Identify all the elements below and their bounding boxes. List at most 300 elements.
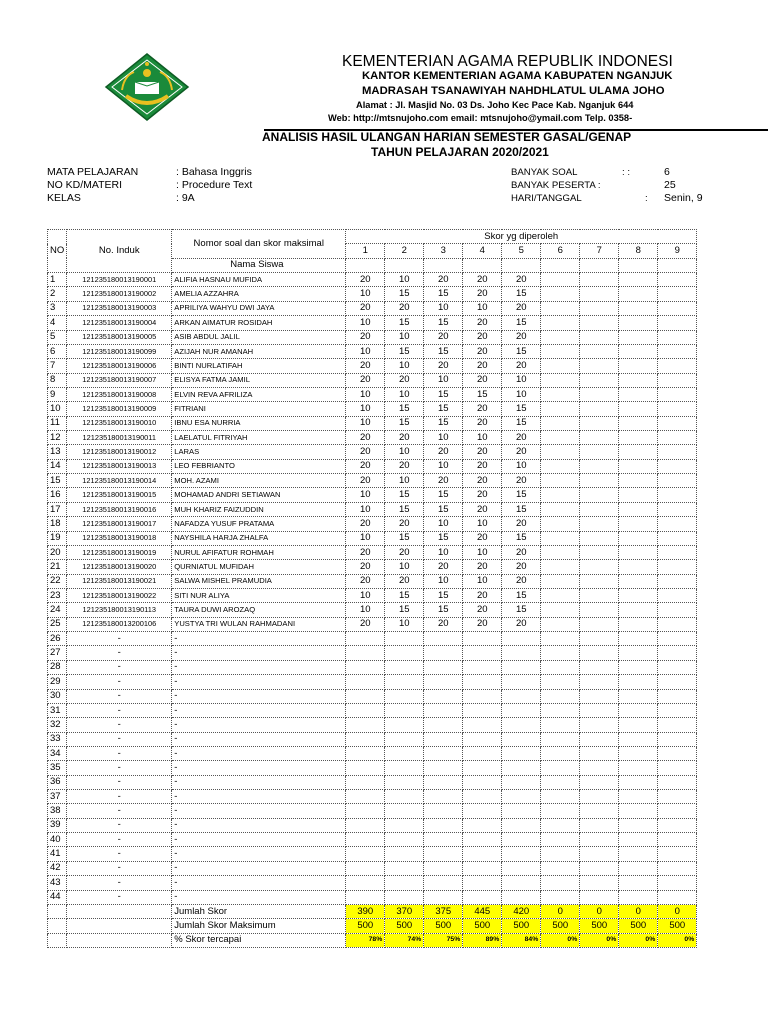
empty-cell (619, 660, 658, 674)
empty-cell (580, 344, 619, 358)
student-name: - (172, 718, 346, 732)
table-row (48, 588, 697, 602)
score-cell: 15 (424, 488, 463, 502)
score-cell: 10 (424, 373, 463, 387)
empty-cell (541, 560, 580, 574)
row-number: 3 (48, 301, 67, 315)
empty-cell (463, 660, 502, 674)
empty-cell (658, 273, 697, 287)
table-row (48, 617, 697, 631)
empty-cell (658, 746, 697, 760)
empty-cell (580, 703, 619, 717)
empty-cell (424, 761, 463, 775)
kemenag-emblem-icon (104, 52, 190, 122)
empty-cell (580, 761, 619, 775)
score-cell: 10 (385, 330, 424, 344)
student-id: - (67, 890, 172, 904)
score-cell: 20 (463, 474, 502, 488)
table-row (48, 560, 697, 574)
empty-cell (658, 387, 697, 401)
table-row (48, 330, 697, 344)
score-cell: 20 (463, 416, 502, 430)
empty-cell (619, 273, 658, 287)
score-cell: 10 (346, 344, 385, 358)
empty-cell (463, 847, 502, 861)
score-cell: 10 (463, 301, 502, 315)
score-cell: 20 (385, 301, 424, 315)
summary-label: Jumlah Skor Maksimum (172, 919, 346, 933)
empty-cell (658, 359, 697, 373)
student-id: 121235180013190006 (67, 359, 172, 373)
empty-cell (580, 790, 619, 804)
report-title: ANALISIS HASIL ULANGAN HARIAN SEMESTER GASAL/GENAP (262, 130, 632, 144)
question-number: 6 (541, 244, 580, 258)
score-cell: 10 (424, 431, 463, 445)
row-number: 23 (48, 588, 67, 602)
report-subtitle: TAHUN PELAJARAN 2020/2021 (371, 145, 549, 159)
score-cell: 20 (502, 574, 541, 588)
score-cell: 20 (346, 373, 385, 387)
score-cell: 20 (463, 316, 502, 330)
row-number: 5 (48, 330, 67, 344)
row-number: 42 (48, 861, 67, 875)
score-cell: 20 (463, 445, 502, 459)
table-row (48, 675, 697, 689)
empty-cell (580, 632, 619, 646)
kd-label: NO KD/MATERI (47, 179, 123, 191)
student-name: - (172, 732, 346, 746)
student-id: - (67, 761, 172, 775)
empty-cell (658, 617, 697, 631)
empty-cell (67, 933, 172, 947)
max-score-row (48, 919, 697, 933)
student-id: 121235180013190022 (67, 588, 172, 602)
empty-cell (580, 890, 619, 904)
empty-cell (541, 373, 580, 387)
score-cell: 15 (385, 416, 424, 430)
class-value: : 9A (176, 192, 195, 204)
score-cell: 15 (424, 344, 463, 358)
row-number: 41 (48, 847, 67, 861)
empty-cell (541, 316, 580, 330)
table-row (48, 273, 697, 287)
empty-cell (619, 287, 658, 301)
summary-value: 500 (463, 919, 502, 933)
score-cell: 20 (502, 431, 541, 445)
empty-cell (619, 387, 658, 401)
empty-cell (48, 933, 67, 947)
student-name: - (172, 876, 346, 890)
empty-cell (619, 258, 658, 272)
student-name: AZIJAH NUR AMANAH (172, 344, 346, 358)
empty-cell (658, 876, 697, 890)
score-cell: 15 (502, 416, 541, 430)
score-cell: 15 (502, 316, 541, 330)
score-cell: 20 (502, 545, 541, 559)
score-cell: 15 (502, 287, 541, 301)
score-cell: 20 (463, 560, 502, 574)
table-row (48, 545, 697, 559)
student-id: 121235180013190012 (67, 445, 172, 459)
score-cell: 10 (502, 387, 541, 401)
row-number: 18 (48, 517, 67, 531)
empty-cell (619, 344, 658, 358)
score-cell: 15 (424, 588, 463, 602)
table-row (48, 890, 697, 904)
empty-cell (658, 646, 697, 660)
score-cell: 20 (346, 560, 385, 574)
empty-cell (580, 445, 619, 459)
empty-cell (541, 861, 580, 875)
row-number: 38 (48, 804, 67, 818)
empty-cell (658, 545, 697, 559)
empty-cell (541, 517, 580, 531)
score-cell: 15 (463, 387, 502, 401)
row-number: 8 (48, 373, 67, 387)
score-cell: 15 (424, 316, 463, 330)
empty-cell (580, 617, 619, 631)
student-name: - (172, 818, 346, 832)
empty-cell (385, 818, 424, 832)
empty-cell (346, 646, 385, 660)
empty-cell (541, 833, 580, 847)
empty-cell (580, 861, 619, 875)
row-number: 13 (48, 445, 67, 459)
empty-cell (463, 746, 502, 760)
score-cell: 20 (346, 445, 385, 459)
empty-cell (502, 258, 541, 272)
student-name: - (172, 746, 346, 760)
empty-cell (580, 517, 619, 531)
student-name: - (172, 632, 346, 646)
student-name: LEO FEBRIANTO (172, 459, 346, 473)
row-number: 9 (48, 387, 67, 401)
empty-cell (658, 833, 697, 847)
empty-cell (619, 488, 658, 502)
summary-value: 370 (385, 904, 424, 918)
soal-header: Nomor soal dan skor maksimal (172, 230, 346, 259)
score-cell: 10 (346, 416, 385, 430)
student-id: 121235180013190009 (67, 402, 172, 416)
empty-cell (658, 373, 697, 387)
score-cell: 20 (385, 545, 424, 559)
score-cell: 10 (346, 316, 385, 330)
score-cell: 20 (502, 273, 541, 287)
empty-cell (346, 660, 385, 674)
empty-cell (619, 402, 658, 416)
table-row (48, 646, 697, 660)
table-row (48, 603, 697, 617)
subject-label: MATA PELAJARAN (47, 166, 139, 178)
empty-cell (619, 689, 658, 703)
score-cell: 20 (463, 344, 502, 358)
row-number: 17 (48, 502, 67, 516)
empty-cell (658, 517, 697, 531)
empty-cell (385, 660, 424, 674)
empty-cell (424, 790, 463, 804)
student-name: - (172, 790, 346, 804)
empty-cell (580, 502, 619, 516)
student-id: - (67, 818, 172, 832)
percent-score-row (48, 933, 697, 947)
empty-cell (580, 588, 619, 602)
empty-cell (619, 775, 658, 789)
empty-cell (346, 818, 385, 832)
empty-cell (346, 761, 385, 775)
empty-cell (424, 818, 463, 832)
summary-value: 500 (424, 919, 463, 933)
score-cell: 15 (385, 488, 424, 502)
empty-cell (619, 617, 658, 631)
score-cell: 10 (346, 387, 385, 401)
score-cell: 10 (346, 488, 385, 502)
table-row (48, 876, 697, 890)
empty-cell (619, 632, 658, 646)
table-row (48, 502, 697, 516)
table-row (48, 431, 697, 445)
empty-cell (502, 818, 541, 832)
row-number: 25 (48, 617, 67, 631)
student-id: - (67, 804, 172, 818)
school-name: MADRASAH TSANAWIYAH NAHDHLATUL ULAMA JOHO (362, 85, 665, 97)
score-cell: 20 (463, 488, 502, 502)
empty-cell (580, 258, 619, 272)
student-id: 121235180013190017 (67, 517, 172, 531)
row-number: 30 (48, 689, 67, 703)
score-cell: 15 (385, 402, 424, 416)
empty-cell (541, 646, 580, 660)
score-cell: 20 (463, 588, 502, 602)
score-cell: 15 (385, 531, 424, 545)
empty-cell (346, 703, 385, 717)
student-name: YUSTYA TRI WULAN RAHMADANI (172, 617, 346, 631)
empty-cell (658, 861, 697, 875)
student-name: FITRIANI (172, 402, 346, 416)
empty-cell (658, 474, 697, 488)
empty-cell (346, 689, 385, 703)
student-name: SITI NUR ALIYA (172, 588, 346, 602)
empty-cell (424, 258, 463, 272)
empty-cell (463, 675, 502, 689)
score-cell: 20 (385, 431, 424, 445)
table-row (48, 861, 697, 875)
student-id: - (67, 689, 172, 703)
empty-cell (67, 904, 172, 918)
empty-cell (619, 359, 658, 373)
row-number: 31 (48, 703, 67, 717)
student-id: - (67, 718, 172, 732)
empty-cell (541, 876, 580, 890)
empty-cell (502, 861, 541, 875)
empty-cell (541, 804, 580, 818)
empty-cell (619, 603, 658, 617)
empty-cell (580, 574, 619, 588)
table-row (48, 402, 697, 416)
empty-cell (619, 804, 658, 818)
student-id: - (67, 646, 172, 660)
student-name: QURNIATUL MUFIDAH (172, 560, 346, 574)
row-number: 40 (48, 833, 67, 847)
empty-cell (658, 502, 697, 516)
row-number: 35 (48, 761, 67, 775)
empty-cell (385, 861, 424, 875)
summary-value: 0 (619, 904, 658, 918)
empty-cell (619, 459, 658, 473)
empty-cell (346, 833, 385, 847)
empty-cell (385, 689, 424, 703)
empty-cell (48, 919, 67, 933)
empty-cell (385, 761, 424, 775)
score-cell: 20 (463, 617, 502, 631)
empty-cell (658, 459, 697, 473)
empty-cell (502, 876, 541, 890)
empty-cell (541, 847, 580, 861)
student-name: - (172, 761, 346, 775)
empty-cell (619, 675, 658, 689)
empty-cell (619, 545, 658, 559)
row-number: 11 (48, 416, 67, 430)
empty-cell (580, 732, 619, 746)
student-name: LAELATUL FITRIYAH (172, 431, 346, 445)
score-cell: 10 (424, 574, 463, 588)
row-number: 28 (48, 660, 67, 674)
empty-cell (346, 847, 385, 861)
empty-cell (541, 431, 580, 445)
score-cell: 10 (385, 560, 424, 574)
table-row (48, 689, 697, 703)
student-name: ALIFIA HASNAU MUFIDA (172, 273, 346, 287)
row-number: 1 (48, 273, 67, 287)
empty-cell (424, 632, 463, 646)
empty-cell (385, 833, 424, 847)
empty-cell (580, 545, 619, 559)
row-number: 10 (48, 402, 67, 416)
school-address: Alamat : Jl. Masjid No. 03 Ds. Joho Kec Pace Kab. Nganjuk 644 (356, 100, 634, 110)
class-label: KELAS (47, 192, 81, 204)
empty-cell (658, 660, 697, 674)
table-row (48, 847, 697, 861)
row-number: 15 (48, 474, 67, 488)
summary-value: 500 (346, 919, 385, 933)
row-number: 6 (48, 344, 67, 358)
student-name: MUH KHARIZ FAIZUDDIN (172, 502, 346, 516)
student-id: - (67, 775, 172, 789)
row-number: 12 (48, 431, 67, 445)
score-cell: 20 (463, 531, 502, 545)
score-cell: 20 (502, 330, 541, 344)
empty-cell (580, 746, 619, 760)
empty-cell (346, 804, 385, 818)
empty-cell (385, 703, 424, 717)
empty-cell (424, 861, 463, 875)
empty-cell (658, 804, 697, 818)
empty-cell (619, 861, 658, 875)
table-row (48, 445, 697, 459)
empty-cell (385, 775, 424, 789)
empty-cell (541, 459, 580, 473)
score-cell: 20 (385, 574, 424, 588)
summary-value: 0 (541, 904, 580, 918)
student-id: 121235180013190020 (67, 560, 172, 574)
empty-cell (424, 890, 463, 904)
score-cell: 20 (463, 330, 502, 344)
empty-cell (658, 603, 697, 617)
empty-cell (580, 301, 619, 315)
empty-cell (658, 445, 697, 459)
table-row (48, 574, 697, 588)
table-row (48, 761, 697, 775)
empty-cell (580, 474, 619, 488)
empty-cell (541, 301, 580, 315)
empty-cell (658, 847, 697, 861)
empty-cell (541, 531, 580, 545)
summary-value: 500 (385, 919, 424, 933)
empty-cell (580, 316, 619, 330)
score-cell: 10 (463, 517, 502, 531)
row-number: 19 (48, 531, 67, 545)
empty-cell (385, 890, 424, 904)
empty-cell (541, 445, 580, 459)
row-number: 7 (48, 359, 67, 373)
no-header: NO (48, 230, 67, 273)
empty-cell (463, 718, 502, 732)
empty-cell (424, 775, 463, 789)
empty-cell (658, 431, 697, 445)
empty-cell (385, 718, 424, 732)
empty-cell (619, 330, 658, 344)
score-cell: 20 (502, 445, 541, 459)
student-id: 121235180013190013 (67, 459, 172, 473)
empty-cell (541, 588, 580, 602)
score-cell: 20 (463, 459, 502, 473)
empty-cell (346, 718, 385, 732)
summary-value: 0 (658, 904, 697, 918)
empty-cell (502, 632, 541, 646)
score-cell: 20 (346, 517, 385, 531)
row-number: 4 (48, 316, 67, 330)
row-number: 14 (48, 459, 67, 473)
empty-cell (48, 904, 67, 918)
student-id: 121235180013190004 (67, 316, 172, 330)
score-cell: 20 (424, 273, 463, 287)
empty-cell (619, 847, 658, 861)
school-contact: Web: http://mtsnujoho.com email: mtsnujoho@ymail.com Telp. 0358- (328, 113, 633, 123)
empty-cell (541, 603, 580, 617)
empty-cell (424, 689, 463, 703)
student-name: - (172, 833, 346, 847)
table-row (48, 488, 697, 502)
empty-cell (424, 660, 463, 674)
question-number: 1 (346, 244, 385, 258)
empty-cell (619, 646, 658, 660)
empty-cell (580, 847, 619, 861)
student-id: 121235180013190099 (67, 344, 172, 358)
score-cell: 20 (346, 273, 385, 287)
student-name: APRILIYA WAHYU DWI JAYA (172, 301, 346, 315)
score-cell: 20 (463, 603, 502, 617)
student-name: MOH. AZAMI (172, 474, 346, 488)
empty-cell (385, 790, 424, 804)
date-separator: : (645, 193, 648, 204)
row-number: 24 (48, 603, 67, 617)
empty-cell (658, 344, 697, 358)
empty-cell (619, 445, 658, 459)
empty-cell (619, 761, 658, 775)
student-name: - (172, 890, 346, 904)
score-cell: 15 (424, 287, 463, 301)
empty-cell (541, 775, 580, 789)
empty-cell (619, 574, 658, 588)
